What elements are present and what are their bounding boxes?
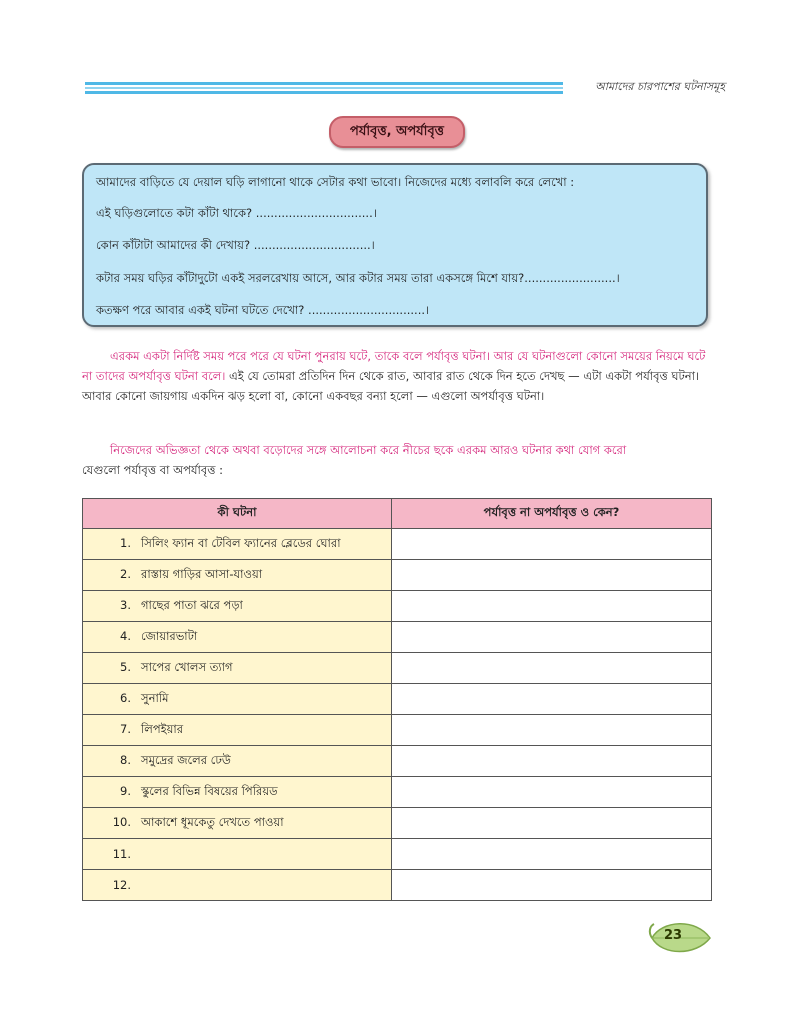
row-number: 11. <box>112 847 131 861</box>
section-title: পর্যাবৃত্ত, অপর্যাবৃত্ত <box>329 116 465 148</box>
row-number: 4. <box>120 628 131 643</box>
event-text: জোয়ারভাটা <box>141 628 198 643</box>
explanation-paragraph <box>82 346 712 406</box>
event-text: সুনামি <box>141 690 169 705</box>
instruction-text-2: যেগুলো পর্যাবৃত্ত বা অপর্যাবৃত্ত : <box>82 463 223 477</box>
event-text: সাপের খোলস ত্যাগ <box>141 659 233 674</box>
table-row <box>83 591 712 622</box>
row-number: 10. <box>112 814 131 829</box>
event-cell <box>83 870 392 901</box>
answer-cell[interactable] <box>392 560 712 591</box>
question-4: কতক্ষণ পরে আবার একই ঘটনা ঘটতে দেখো? ................................। <box>96 303 430 317</box>
event-cell <box>83 808 392 839</box>
column-header-event: কী ঘটনা <box>83 499 392 529</box>
events-table <box>82 498 711 901</box>
example-text: এই যে তোমরা প্রতিদিন দিন থেকে রাত, আবার রাত থেকে দিন হতে দেখছ — এটা একটা পর্যাবৃত্ত ঘটনা। আবার কোনো জায়গায় একদিন ঝড় হলো বা, কোনো একবছর বন্যা হলো — এগুলো অপর্যাবৃত্ত ঘটনা। <box>82 369 700 403</box>
instruction-paragraph <box>82 440 712 480</box>
table-row <box>83 808 712 839</box>
column-header-type: পর্যাবৃত্ত না অপর্যাবৃত্ত ও কেন? <box>392 499 712 529</box>
answer-cell[interactable] <box>392 839 712 870</box>
event-text: সমুদ্রের জলের ঢেউ <box>141 752 231 767</box>
row-number: 6. <box>120 690 131 705</box>
answer-cell[interactable] <box>392 653 712 684</box>
answer-cell[interactable] <box>392 715 712 746</box>
row-number: 8. <box>120 752 131 767</box>
answer-cell[interactable] <box>392 622 712 653</box>
answer-cell[interactable] <box>392 591 712 622</box>
question-1: এই ঘড়িগুলোতে কটা কাঁটা থাকে? ................................। <box>96 206 377 220</box>
row-number: 5. <box>120 659 131 674</box>
event-cell <box>83 591 392 622</box>
table-row <box>83 746 712 777</box>
table-row <box>83 560 712 591</box>
row-number: 3. <box>120 597 131 612</box>
event-text: গাছের পাতা ঝরে পড়া <box>141 597 243 612</box>
table-row <box>83 529 712 560</box>
row-number: 1. <box>120 535 131 550</box>
event-text: আকাশে ধূমকেতু দেখতে পাওয়া <box>141 814 284 829</box>
page-number: 23 <box>663 928 683 943</box>
row-number: 2. <box>120 566 131 581</box>
event-text: রাস্তায় গাড়ির আসা-যাওয়া <box>141 566 263 581</box>
event-text: স্কুলের বিভিন্ন বিষয়ের পিরিয়ড <box>141 783 278 798</box>
event-cell <box>83 715 392 746</box>
table-row <box>83 622 712 653</box>
event-cell <box>83 746 392 777</box>
answer-cell[interactable] <box>392 529 712 560</box>
table-row <box>83 870 712 901</box>
answer-cell[interactable] <box>392 746 712 777</box>
event-cell <box>83 684 392 715</box>
event-cell <box>83 839 392 870</box>
table-row <box>83 653 712 684</box>
answer-cell[interactable] <box>392 870 712 901</box>
row-number: 9. <box>120 783 131 798</box>
event-cell <box>83 622 392 653</box>
event-cell <box>83 777 392 808</box>
table-row <box>83 684 712 715</box>
definition-text: এরকম একটা নির্দিষ্ট সময় পরে পরে যে ঘটনা পুনরায় ঘটে, তাকে বলে পর্যাবৃত্ত ঘটনা। আর যে ঘটনাগুলো কোনো সময়ের নিয়মে ঘটে না তাদের অপর্যাবৃত্ত ঘটনা বলে। <box>82 349 706 383</box>
table-row <box>83 715 712 746</box>
event-cell <box>83 529 392 560</box>
event-text: লিপইয়ার <box>141 721 184 736</box>
question-2: কোন কাঁটাটা আমাদের কী দেখায়? ................................। <box>96 238 375 252</box>
answer-cell[interactable] <box>392 777 712 808</box>
question-3: কটার সময় ঘড়ির কাঁটাদুটো একই সরলরেখায় আসে, আর কটার সময় তারা একসঙ্গে মিশে যায়?.........................। <box>96 271 620 285</box>
header-rule <box>85 82 563 96</box>
event-text: সিলিং ফ্যান বা টেবিল ফ্যানের ব্লেডের ঘোরা <box>141 535 341 550</box>
row-number: 7. <box>120 721 131 736</box>
event-cell <box>83 560 392 591</box>
answer-cell[interactable] <box>392 808 712 839</box>
table-row <box>83 777 712 808</box>
table-row <box>83 839 712 870</box>
running-head: আমাদের চারপাশের ঘটনাসমূহ <box>595 80 725 93</box>
question-box <box>82 163 708 327</box>
question-intro: আমাদের বাড়িতে যে দেয়াল ঘড়ি লাগানো থাকে সেটার কথা ভাবো। নিজেদের মধ্যে বলাবলি করে লেখো : <box>96 175 575 189</box>
event-cell <box>83 653 392 684</box>
instruction-text: নিজেদের অভিজ্ঞতা থেকে অথবা বড়োদের সঙ্গে আলোচনা করে নীচের ছকে এরকম আরও ঘটনার কথা যোগ করো <box>110 443 627 457</box>
row-number: 12. <box>112 878 131 892</box>
answer-cell[interactable] <box>392 684 712 715</box>
